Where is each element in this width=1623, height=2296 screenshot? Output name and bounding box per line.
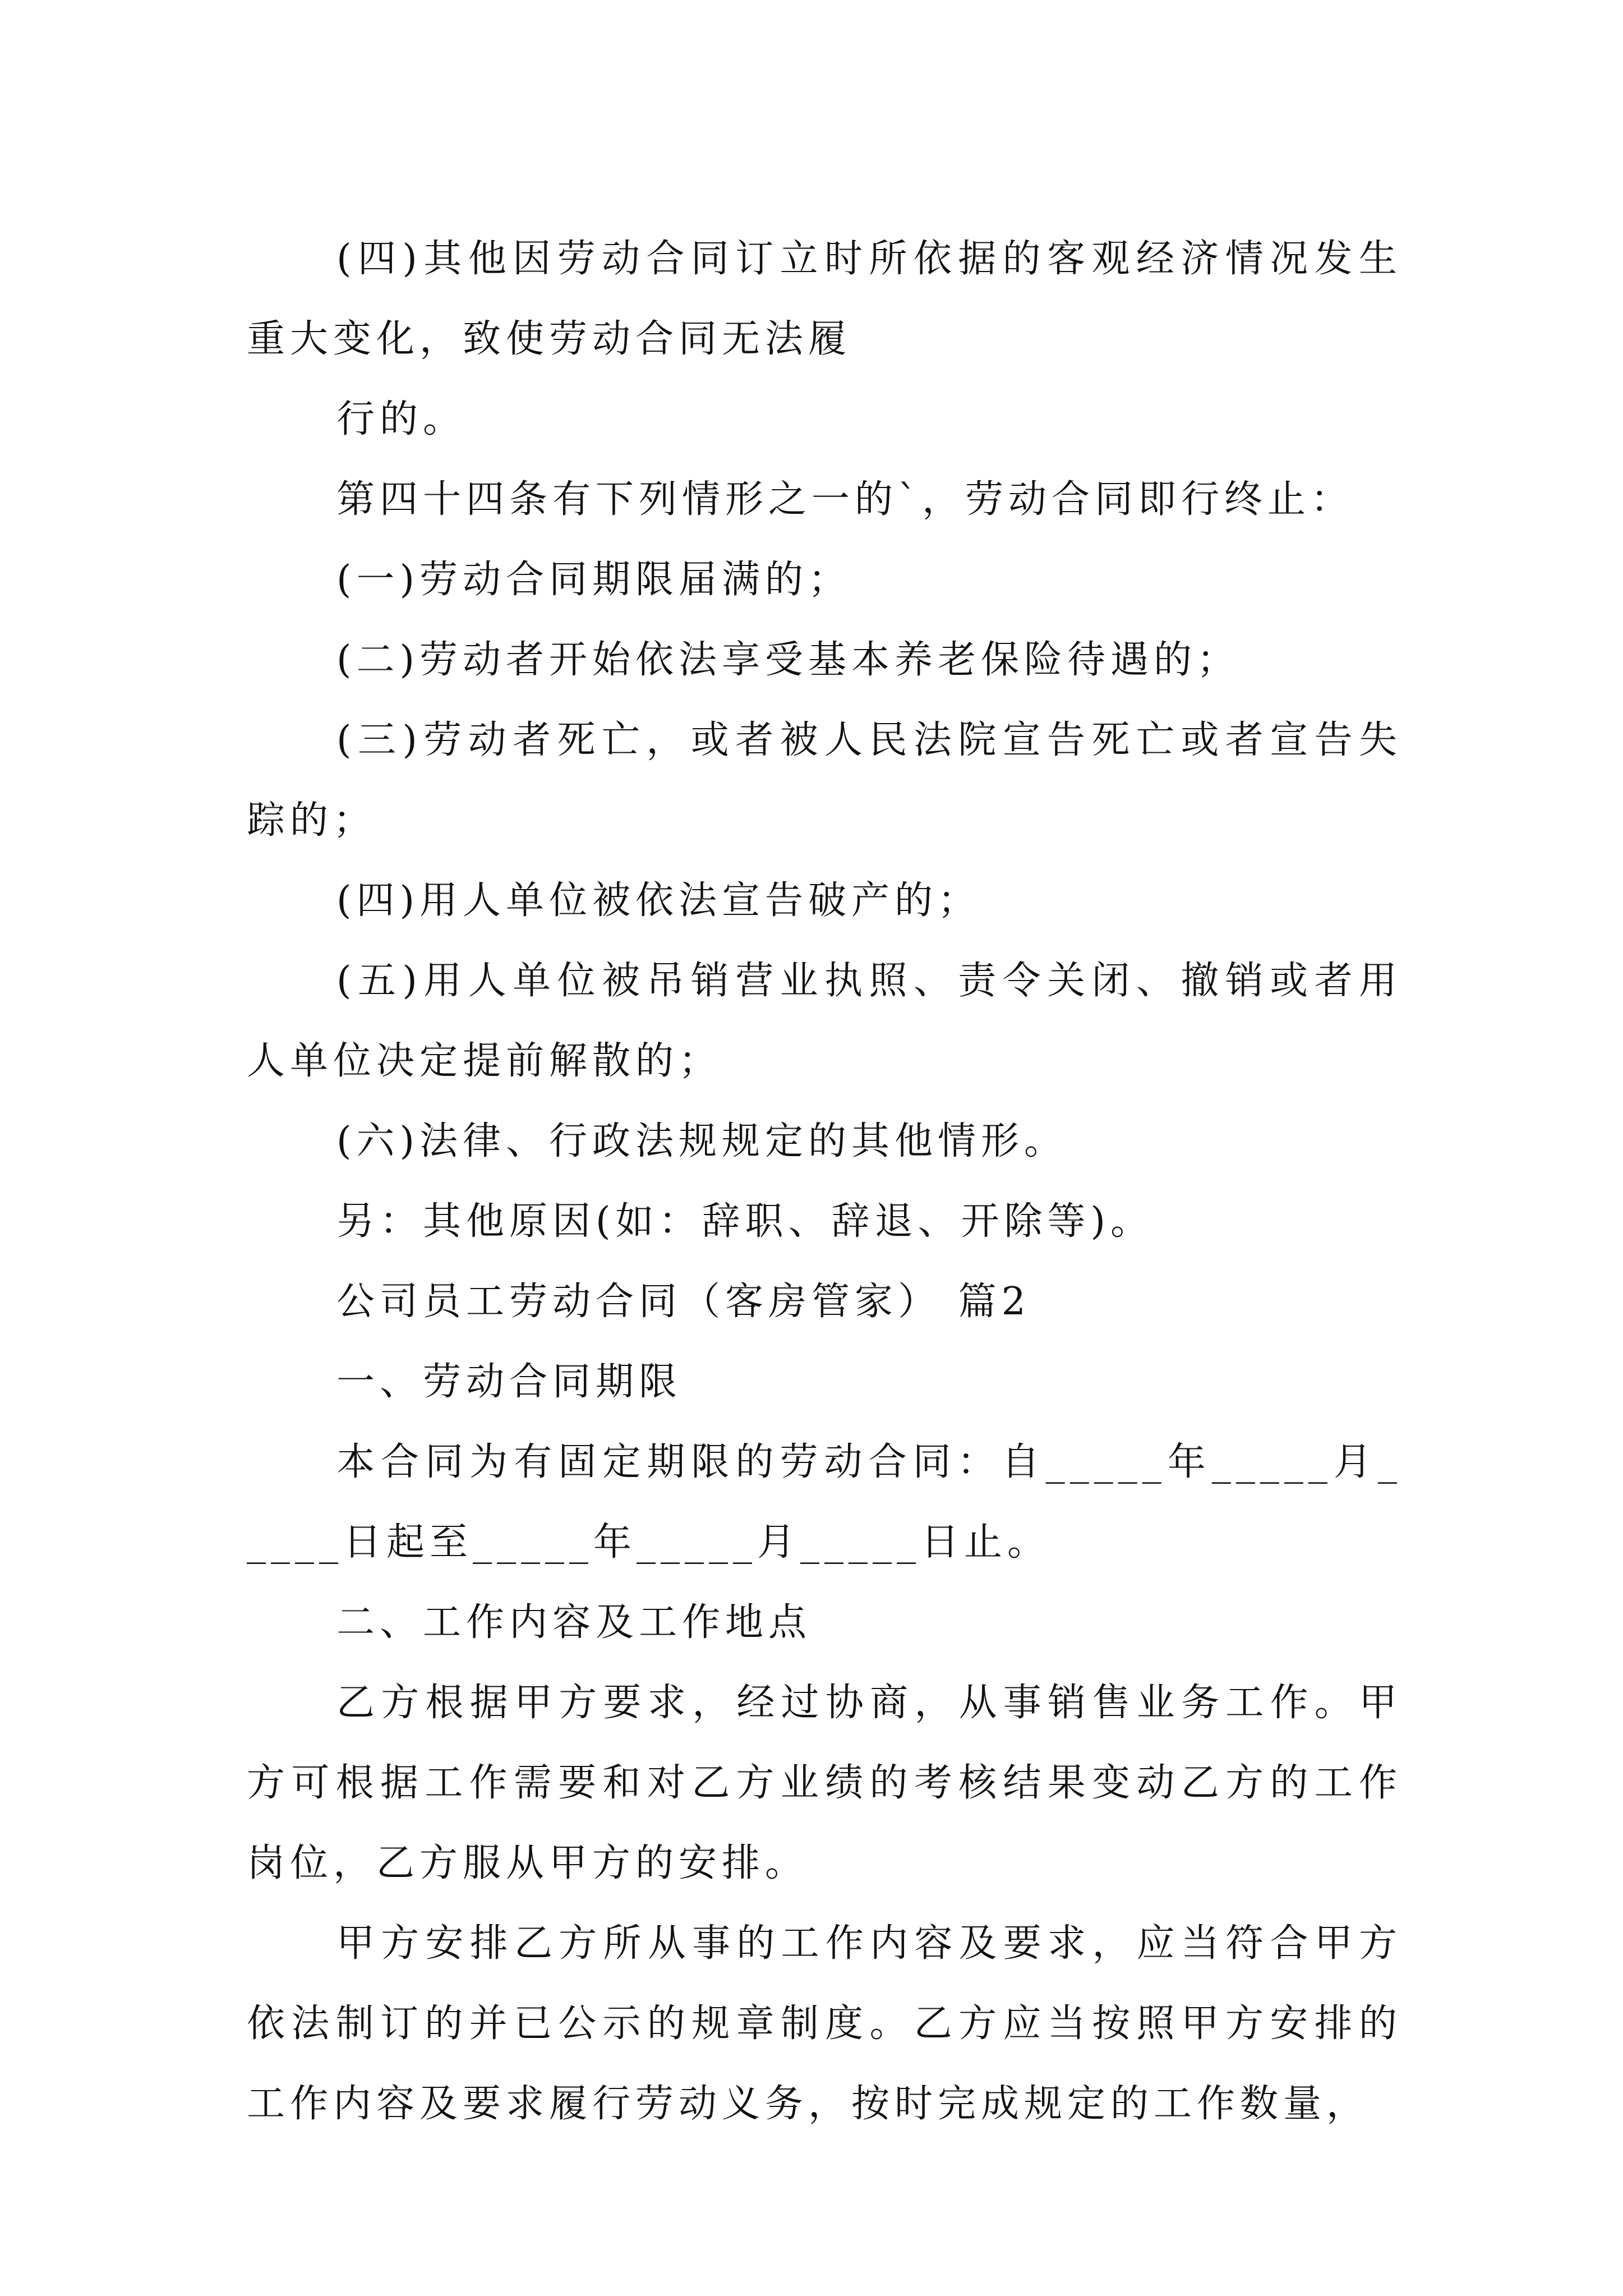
heading-contract-term: 一、劳动合同期限: [336, 1360, 683, 1404]
paragraph-item-1: (一)劳动合同期限届满的；: [336, 558, 852, 602]
paragraph-item-5: (五)用人单位被吊销营业执照、责令关闭、撤销或者用人单位决定提前解散的；: [247, 959, 1402, 1083]
document-body: [247, 219, 1402, 2144]
paragraph-item-4: (四)用人单位被依法宣告破产的；: [336, 878, 981, 923]
paragraph-item-6: (六)法律、行政法规规定的其他情形。: [336, 1119, 1068, 1163]
heading-work-content: 二、工作内容及工作地点: [336, 1600, 812, 1645]
paragraph-item-2: (二)劳动者开始依法享受基本养老保险待遇的；: [336, 638, 1241, 682]
paragraph-continuation: 行的。: [336, 397, 467, 441]
paragraph-item-3: (三)劳动者死亡，或者被人民法院宣告死亡或者宣告失踪的；: [247, 718, 1402, 843]
paragraph-other-reasons: 另：其他原因(如：辞职、辞退、开除等)。: [336, 1199, 1154, 1244]
paragraph-work-assignment: 乙方根据甲方要求，经过协商，从事销售业务工作。甲方可根据工作需要和对乙方业绩的考核结果变动乙方的工作岗位，乙方服从甲方的安排。: [247, 1681, 1402, 1885]
paragraph-work-requirements: 甲方安排乙方所从事的工作内容及要求，应当符合甲方依法制订的并已公示的规章制度。乙方应当按照甲方安排的工作内容及要求履行劳动义务，按时完成规定的工作数量，: [247, 1921, 1402, 2126]
paragraph-contract-term: 本合同为有固定期限的劳动合同：自_____年_____月_____日起至_____年_____月_____日止。: [247, 1440, 1402, 1565]
paragraph-article-44: 第四十四条有下列情形之一的`，劳动合同即行终止：: [336, 477, 1354, 522]
paragraph-termination-clause-4: (四)其他因劳动合同订立时所依据的客观经济情况发生重大变化，致使劳动合同无法履: [247, 237, 1402, 361]
section-title: 公司员工劳动合同（客房管家） 篇2: [336, 1280, 1031, 1324]
